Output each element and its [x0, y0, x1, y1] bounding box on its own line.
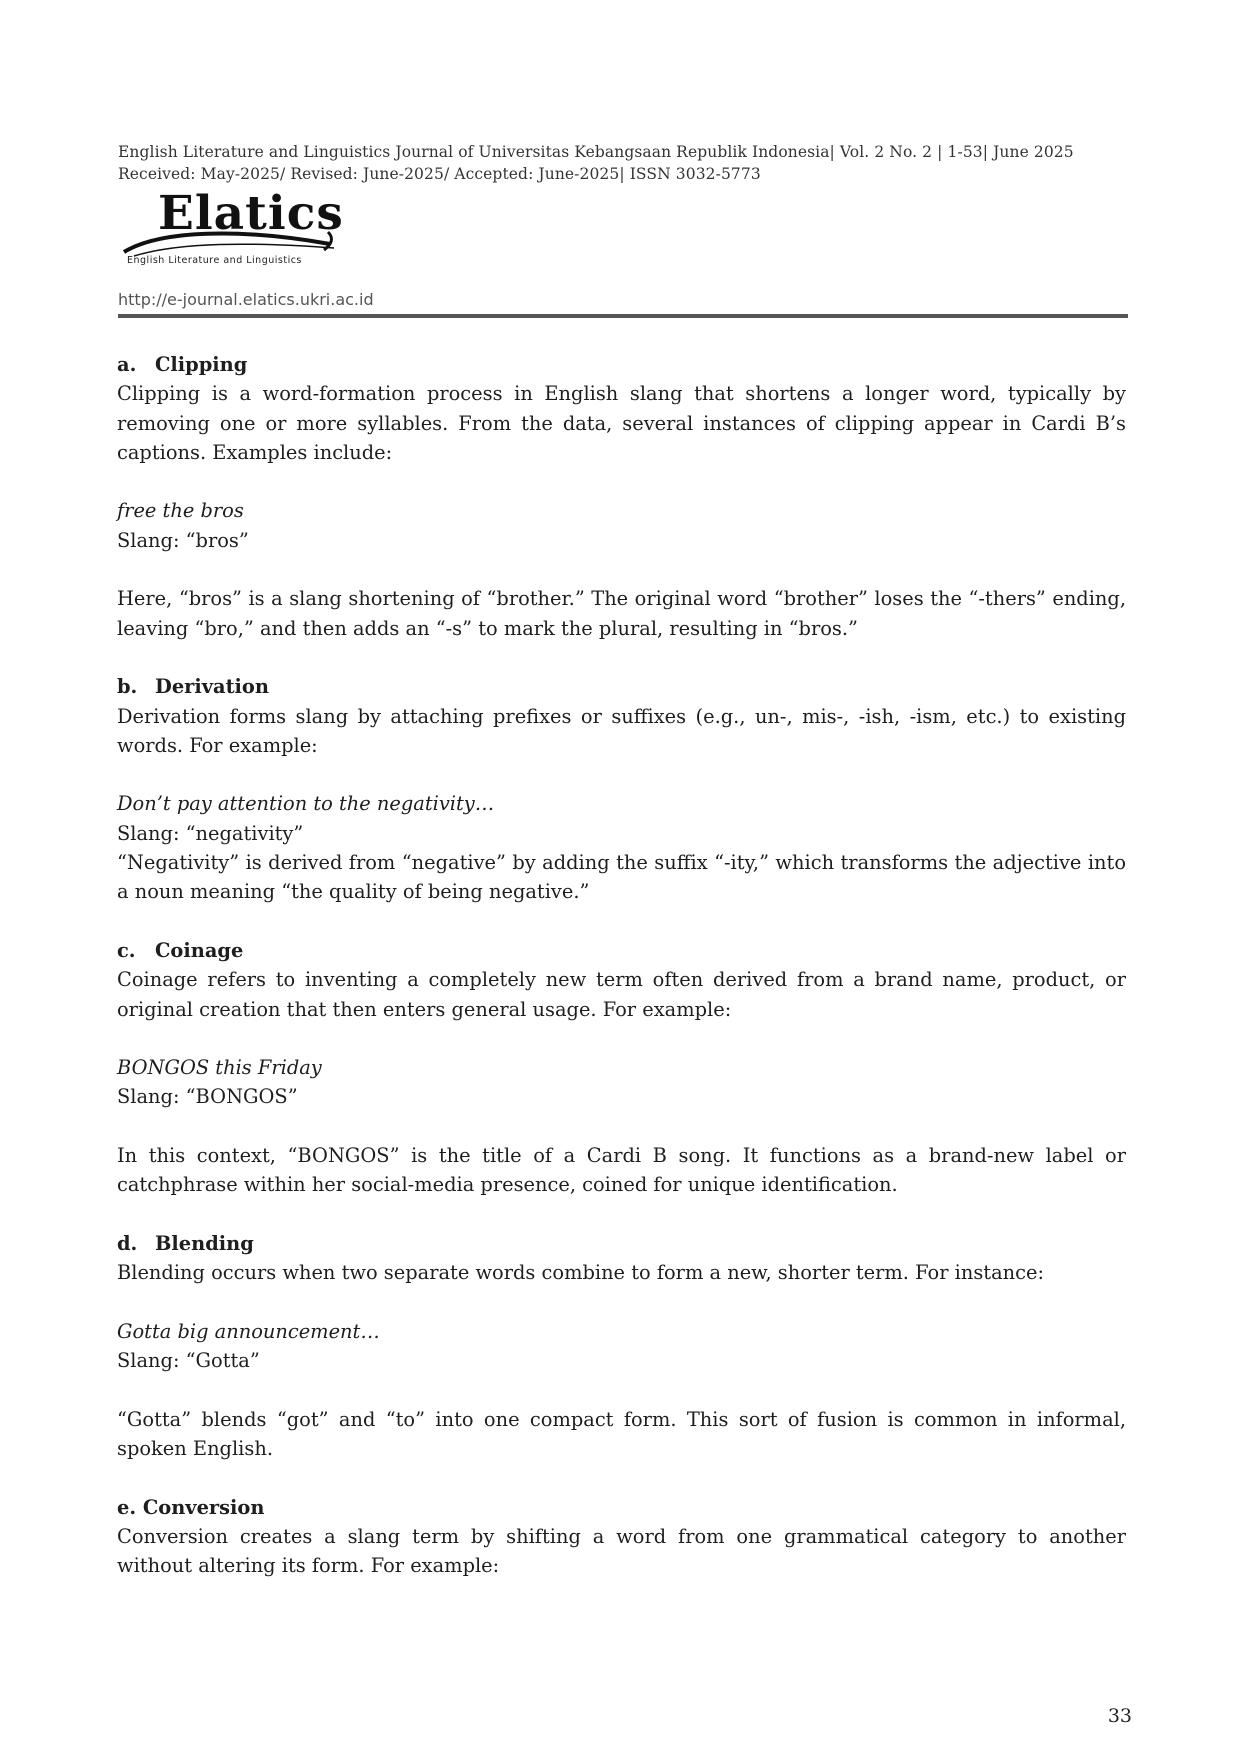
derivation-explanation: “Negativity” is derived from “negative” by adding the suffix “-ity,” which transforms the adjective into a noun meaning “the quality of being negative.” — [117, 851, 1126, 904]
header-divider — [118, 314, 1128, 318]
blending-example: Gotta big announcement… — [117, 1319, 380, 1343]
derivation-slang: Slang: “negativity” — [117, 821, 304, 845]
journal-info-line: English Literature and Linguistics Journal of Universitas Kebangsaan Republik Indonesia| Vol. 2 No. 2 | 1-53| June 2025 — [118, 143, 1074, 161]
coinage-intro: Coinage refers to inventing a completely new term often derived from a brand name, product, or original creation that then enters general usage. For example: — [117, 968, 1126, 1021]
clipping-example: free the bros — [117, 499, 244, 523]
logo-wordmark: Elatics — [158, 186, 344, 241]
journal-url: http://e-journal.elatics.ukri.ac.id — [118, 290, 374, 309]
section-heading-conversion: e. Conversion — [117, 1495, 265, 1519]
submission-dates-line: Received: May-2025/ Revised: June-2025/ Accepted: June-2025| ISSN 3032-5773 — [118, 165, 761, 183]
section-heading-clipping: a. Clipping — [117, 353, 248, 376]
section-heading-blending: d. Blending — [117, 1231, 254, 1255]
journal-logo — [120, 186, 350, 268]
blending-intro: Blending occurs when two separate words combine to form a new, shorter term. For instance: — [117, 1261, 1044, 1285]
coinage-slang: Slang: “BONGOS” — [117, 1085, 298, 1109]
section-heading-derivation: b. Derivation — [117, 675, 269, 699]
clipping-intro: Clipping is a word-formation process in English slang that shortens a longer word, typically by removing one or more syllables. From the data, several instances of clipping appear in Cardi B’s captions. Examples include: — [117, 382, 1126, 464]
clipping-explanation: Here, “bros” is a slang shortening of “brother.” The original word “brother” loses the “-thers” ending, leaving “bro,” and then adds an “-s” to mark the plural, resulting in “bros.” — [117, 587, 1126, 640]
coinage-example: BONGOS this Friday — [117, 1056, 322, 1080]
derivation-intro: Derivation forms slang by attaching prefixes or suffixes (e.g., un-, mis-, -ish, -ism, etc.) to existing words. For example: — [117, 704, 1126, 757]
derivation-example: Don’t pay attention to the negativity… — [117, 792, 495, 816]
section-heading-coinage: c. Coinage — [117, 938, 244, 962]
blending-slang: Slang: “Gotta” — [117, 1349, 260, 1373]
article-body — [117, 350, 1126, 1580]
blending-explanation: “Gotta” blends “got” and “to” into one compact form. This sort of fusion is common in informal, spoken English. — [117, 1407, 1126, 1460]
coinage-explanation: In this context, “BONGOS” is the title of a Cardi B song. It functions as a brand-new label or catchphrase within her social-media presence, coined for unique identification. — [117, 1144, 1126, 1197]
clipping-slang: Slang: “bros” — [117, 528, 249, 552]
logo-subtitle: English Literature and Linguistics — [127, 255, 302, 266]
page-number: 33 — [1107, 1705, 1132, 1727]
conversion-intro: Conversion creates a slang term by shifting a word from one grammatical category to another without altering its form. For example: — [117, 1524, 1126, 1578]
